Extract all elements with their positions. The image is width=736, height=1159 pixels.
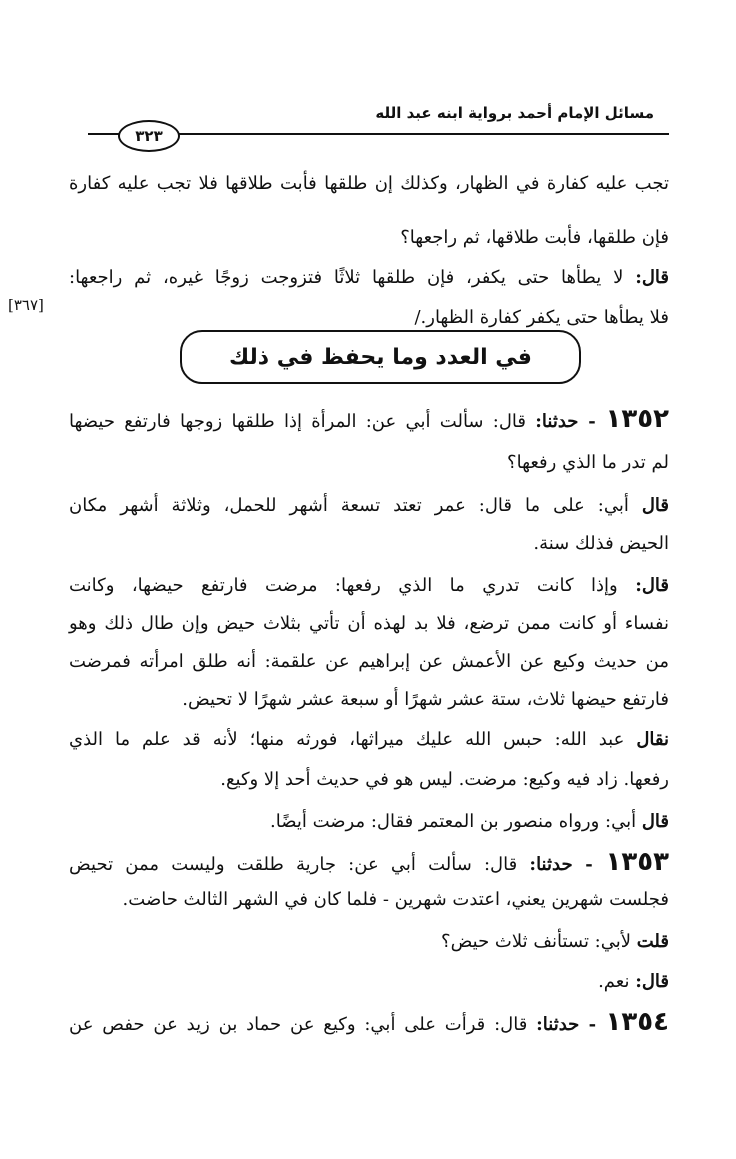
line-text: نفساء أو كانت ممن ترضع، فلا بد لهذه أن تأتي بثلاث حيض وإن طال ذلك وهو — [69, 613, 669, 634]
text-line — [69, 574, 669, 598]
keyword: قال — [641, 811, 669, 832]
keyword: قال: — [635, 971, 669, 992]
text-line — [69, 266, 669, 290]
entry-number: ١٣٥٢ — [605, 404, 669, 434]
section-title: في العدد وما يحفظ في ذلك — [229, 344, 532, 370]
keyword: قال: — [635, 575, 669, 596]
line-text: عبد الله: حبس الله عليك ميراثها، فورثه منها؛ لأنه قد علم ما الذي — [69, 729, 637, 750]
text-line — [69, 451, 669, 475]
line-text: تجب عليه كفارة في الظهار، وكذلك إن طلقها فأبت طلاقها فلا تجب عليه كفارة — [69, 173, 669, 194]
line-text: فجلست شهرين يعني، اعتدت شهرين - فلما كان في الشهر الثالث حاضت. — [122, 889, 669, 910]
keyword: قلت — [636, 931, 669, 952]
keyword: - حدثنا: — [535, 411, 606, 432]
keyword: قال: — [635, 267, 669, 288]
keyword: - حدثنا: — [529, 854, 606, 875]
running-title: مسائل الإمام أحمد برواية ابنه عبد الله — [375, 104, 654, 122]
line-text: قال: سألت أبي عن: جارية طلقت وليست ممن تحيض — [69, 854, 530, 875]
line-text: قال: قرأت على أبي: وكيع عن حماد بن زيد عن حفص عن — [69, 1014, 537, 1035]
section-heading-box — [180, 330, 581, 384]
text-line — [69, 306, 669, 330]
text-line — [69, 768, 669, 792]
text-line — [69, 728, 669, 752]
line-text: فارتفع حيضها ثلاث، ستة عشر شهرًا أو سبعة عشر شهرًا لا تحيض. — [182, 689, 669, 710]
text-line — [69, 847, 669, 877]
text-line — [69, 1007, 669, 1037]
text-line — [69, 404, 669, 434]
line-text: رفعها. زاد فيه وكيع: مرضت. ليس هو في حديث أحد إلا وكيع. — [220, 769, 669, 790]
line-text: الحيض فذلك سنة. — [533, 533, 669, 554]
margin-reference: [٣٦٧] — [8, 296, 44, 314]
line-text: من حديث وكيع عن الأعمش عن إبراهيم عن علقمة: أنه طلق امرأته فمرضت — [69, 651, 669, 672]
text-line — [69, 612, 669, 636]
text-line — [69, 172, 669, 196]
entry-number: ١٣٥٤ — [605, 1007, 669, 1037]
keyword: قال — [641, 495, 669, 516]
keyword: نقال — [636, 729, 669, 750]
line-text: لأبي: تستأنف ثلاث حيض؟ — [441, 931, 637, 952]
line-text: فإن طلقها، فأبت طلاقها، ثم راجعها؟ — [400, 227, 669, 248]
line-text: أبي: على ما قال: عمر تعتد تسعة أشهر للحمل، وثلاثة أشهر مكان — [69, 495, 642, 516]
text-line — [69, 532, 669, 556]
line-text: قال: سألت أبي عن: المرأة إذا طلقها زوجها فارتفع حيضها — [69, 411, 536, 432]
text-line — [69, 494, 669, 518]
text-line — [69, 888, 669, 912]
text-line — [69, 650, 669, 674]
text-line — [69, 688, 669, 712]
line-text: فلا يطأها حتى يكفر كفارة الظهار./ — [414, 307, 669, 328]
text-line — [69, 810, 669, 834]
entry-number: ١٣٥٣ — [605, 847, 669, 877]
line-text: نعم. — [598, 971, 636, 992]
text-line — [69, 930, 669, 954]
page-number: ٣٢٣ — [118, 120, 180, 152]
line-text: لا يطأها حتى يكفر، فإن طلقها ثلاثًا فتزوجت زوجًا غيره، ثم راجعها: — [69, 267, 636, 288]
text-line — [69, 226, 669, 250]
text-line — [69, 970, 669, 994]
line-text: أبي: ورواه منصور بن المعتمر فقال: مرضت أيضًا. — [270, 811, 642, 832]
line-text: وإذا كانت تدري ما الذي رفعها: مرضت فارتفع حيضها، وكانت — [69, 575, 636, 596]
keyword: - حدثنا: — [536, 1014, 606, 1035]
line-text: لم تدر ما الذي رفعها؟ — [507, 452, 669, 473]
